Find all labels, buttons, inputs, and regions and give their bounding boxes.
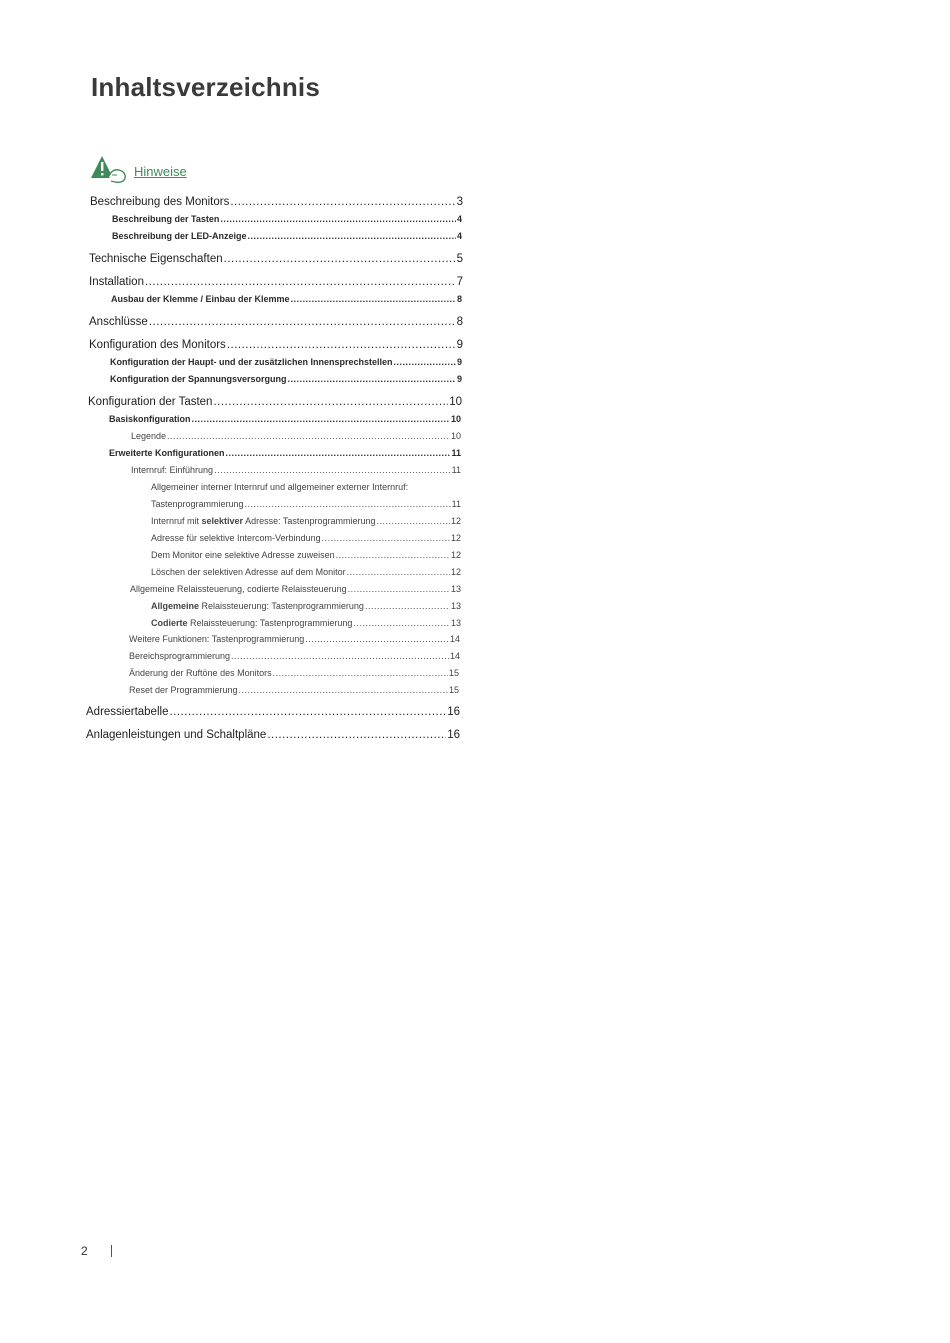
toc-entry-label: Konfiguration der Haupt- und der zusätzlichen Innensprechstellen (110, 357, 393, 367)
toc-entry[interactable] (151, 567, 461, 577)
toc-entry-page: 11 (451, 499, 461, 509)
toc-entry[interactable] (151, 516, 461, 526)
toc-entry-page: 10 (450, 414, 461, 424)
toc-leader (167, 431, 450, 441)
toc-entry[interactable] (151, 618, 461, 628)
toc-entry[interactable] (112, 214, 462, 224)
toc-entry-page: 15 (448, 668, 459, 678)
toc-entry[interactable] (151, 533, 461, 543)
toc-entry-page: 12 (450, 516, 461, 526)
toc-entry-label (151, 601, 364, 611)
toc-entry-page: 7 (456, 276, 463, 288)
toc-entry-page: 8 (456, 316, 463, 328)
toc-entry-label: Konfiguration der Tasten (88, 396, 213, 408)
toc-label-part: Relaissteuerung: Tastenprogrammierung (187, 618, 353, 628)
toc-entry-label: Änderung der Ruftöne des Monitors (129, 668, 272, 678)
toc-entry[interactable] (110, 357, 462, 367)
toc-leader (169, 706, 446, 718)
toc-leader (239, 685, 448, 695)
toc-leader (336, 550, 450, 560)
toc-entry[interactable] (151, 550, 461, 560)
toc-entry-label: Tastenprogrammierung (151, 499, 244, 509)
toc-leader (245, 499, 451, 509)
toc-entry-page: 14 (449, 651, 460, 661)
toc-entry[interactable] (151, 482, 461, 492)
toc-entry-page: 11 (451, 465, 461, 475)
toc-leader (288, 374, 456, 384)
toc-leader (394, 357, 456, 367)
toc-entry-label: Allgemeine Relaissteuerung, codierte Relaissteuerung (130, 584, 347, 594)
toc-entry[interactable] (110, 374, 462, 384)
toc-entry-label: Installation (89, 276, 144, 288)
toc-entry-label: Konfiguration des Monitors (89, 339, 226, 351)
toc-leader (149, 316, 456, 328)
toc-entry[interactable] (129, 651, 460, 661)
page-number: 2 (81, 1244, 88, 1258)
toc-entry-page: 9 (456, 374, 462, 384)
toc-entry-label: Adresse für selektive Intercom-Verbindung (151, 533, 321, 543)
toc-leader (230, 196, 455, 208)
toc-entry-page: 8 (456, 294, 462, 304)
toc-entry-page: 5 (456, 253, 463, 265)
toc-entry-label: Reset der Programmierung (129, 685, 238, 695)
toc-entry-page: 10 (450, 431, 461, 441)
toc-entry[interactable] (86, 729, 460, 741)
toc-entry-page: 11 (451, 448, 461, 458)
toc-entry-page: 3 (456, 196, 463, 208)
toc-label-part: Internruf mit (151, 516, 202, 526)
toc-label-part: Adresse: Tastenprogrammierung (243, 516, 376, 526)
toc-entry-label: Beschreibung der Tasten (112, 214, 220, 224)
toc-entry-label: Legende (131, 431, 167, 441)
toc-entry-label (151, 516, 375, 526)
toc-entry-label: Löschen der selektiven Adresse auf dem Monitor (151, 567, 346, 577)
toc-entry[interactable] (131, 431, 461, 441)
toc-entry-label: Weitere Funktionen: Tastenprogrammierung (129, 634, 305, 644)
hint-label[interactable]: Hinweise (134, 164, 187, 179)
hint-link[interactable] (90, 154, 187, 184)
toc-entry-page: 12 (450, 550, 461, 560)
toc-leader (227, 339, 456, 351)
toc-entry-label: Ausbau der Klemme / Einbau der Klemme (111, 294, 290, 304)
toc-entry-label: Allgemeiner interner Internruf und allgemeiner externer Internruf: (151, 482, 409, 492)
toc-entry-label: Internruf: Einführung (131, 465, 214, 475)
toc-entry[interactable] (151, 601, 461, 611)
warning-hand-icon (90, 154, 130, 184)
toc-entry-label: Bereichsprogrammierung (129, 651, 231, 661)
toc-entry[interactable] (129, 685, 459, 695)
toc-entry[interactable] (89, 276, 463, 288)
toc-entry-label: Adressiertabelle (86, 706, 169, 718)
toc-entry-page: 15 (448, 685, 459, 695)
toc-entry-label: Beschreibung der LED-Anzeige (112, 231, 247, 241)
toc-entry[interactable] (129, 634, 460, 644)
toc-entry[interactable] (89, 316, 463, 328)
toc-leader (273, 668, 448, 678)
toc-leader (192, 414, 450, 424)
toc-leader (365, 601, 450, 611)
toc-entry-page: 12 (450, 567, 461, 577)
page-title: Inhaltsverzeichnis (91, 72, 321, 102)
toc-leader (213, 396, 448, 408)
toc-entry[interactable] (109, 414, 461, 424)
toc-entry[interactable] (89, 253, 463, 265)
toc-entry-label: Anlagenleistungen und Schaltpläne (86, 729, 267, 741)
toc-leader (231, 651, 449, 661)
toc-entry[interactable] (90, 196, 463, 208)
toc-entry-label: Beschreibung des Monitors (90, 196, 230, 208)
toc-entry-page: 14 (449, 634, 460, 644)
toc-leader (322, 533, 450, 543)
toc-entry-label: Dem Monitor eine selektive Adresse zuweisen (151, 550, 335, 560)
toc-entry-page: 9 (456, 357, 462, 367)
toc-entry-page: 4 (456, 231, 462, 241)
toc-entry[interactable] (111, 294, 462, 304)
toc-leader (224, 253, 456, 265)
toc-entry-label: Erweiterte Konfigurationen (109, 448, 225, 458)
toc-leader (353, 618, 450, 628)
toc-leader (248, 231, 456, 241)
toc-entry[interactable] (109, 448, 461, 458)
toc-entry-page: 9 (456, 339, 463, 351)
toc-leader (376, 516, 450, 526)
toc-leader (291, 294, 456, 304)
toc-leader (267, 729, 446, 741)
toc-leader (214, 465, 451, 475)
toc-entry-label: Anschlüsse (89, 316, 148, 328)
toc-label-emphasis: selektiver (201, 516, 244, 526)
toc-leader (348, 584, 450, 594)
toc-entry-label: Konfiguration der Spannungsversorgung (110, 374, 287, 384)
toc-entry-label: Basiskonfiguration (109, 414, 191, 424)
toc-leader (347, 567, 450, 577)
toc-leader (305, 634, 449, 644)
footer-divider (111, 1245, 112, 1257)
toc-entry[interactable] (151, 499, 461, 509)
toc-leader (226, 448, 451, 458)
toc-entry-page: 16 (447, 729, 460, 741)
toc-entry[interactable] (86, 706, 460, 718)
toc-label-part: Relaissteuerung: Tastenprogrammierung (199, 601, 364, 611)
toc-leader (145, 276, 456, 288)
toc-entry[interactable] (89, 339, 463, 351)
toc-entry-page: 16 (447, 706, 460, 718)
toc-label-emphasis: Codierte (151, 618, 188, 628)
toc-entry-page: 13 (450, 584, 461, 594)
toc-entry[interactable] (130, 584, 461, 594)
toc-entry-page: 13 (450, 618, 461, 628)
toc-entry-page: 4 (456, 214, 462, 224)
toc-entry[interactable] (112, 231, 462, 241)
toc-leader (220, 214, 456, 224)
toc-entry-page: 10 (449, 396, 462, 408)
toc-label-emphasis: Allgemeine (151, 601, 200, 611)
toc-entry[interactable] (88, 396, 462, 408)
toc-entry-page: 12 (450, 533, 461, 543)
toc-entry[interactable] (129, 668, 459, 678)
toc-entry[interactable] (131, 465, 461, 475)
toc-entry-label (151, 618, 352, 628)
toc-entry-page: 13 (450, 601, 461, 611)
toc-entry-label: Technische Eigenschaften (89, 253, 223, 265)
